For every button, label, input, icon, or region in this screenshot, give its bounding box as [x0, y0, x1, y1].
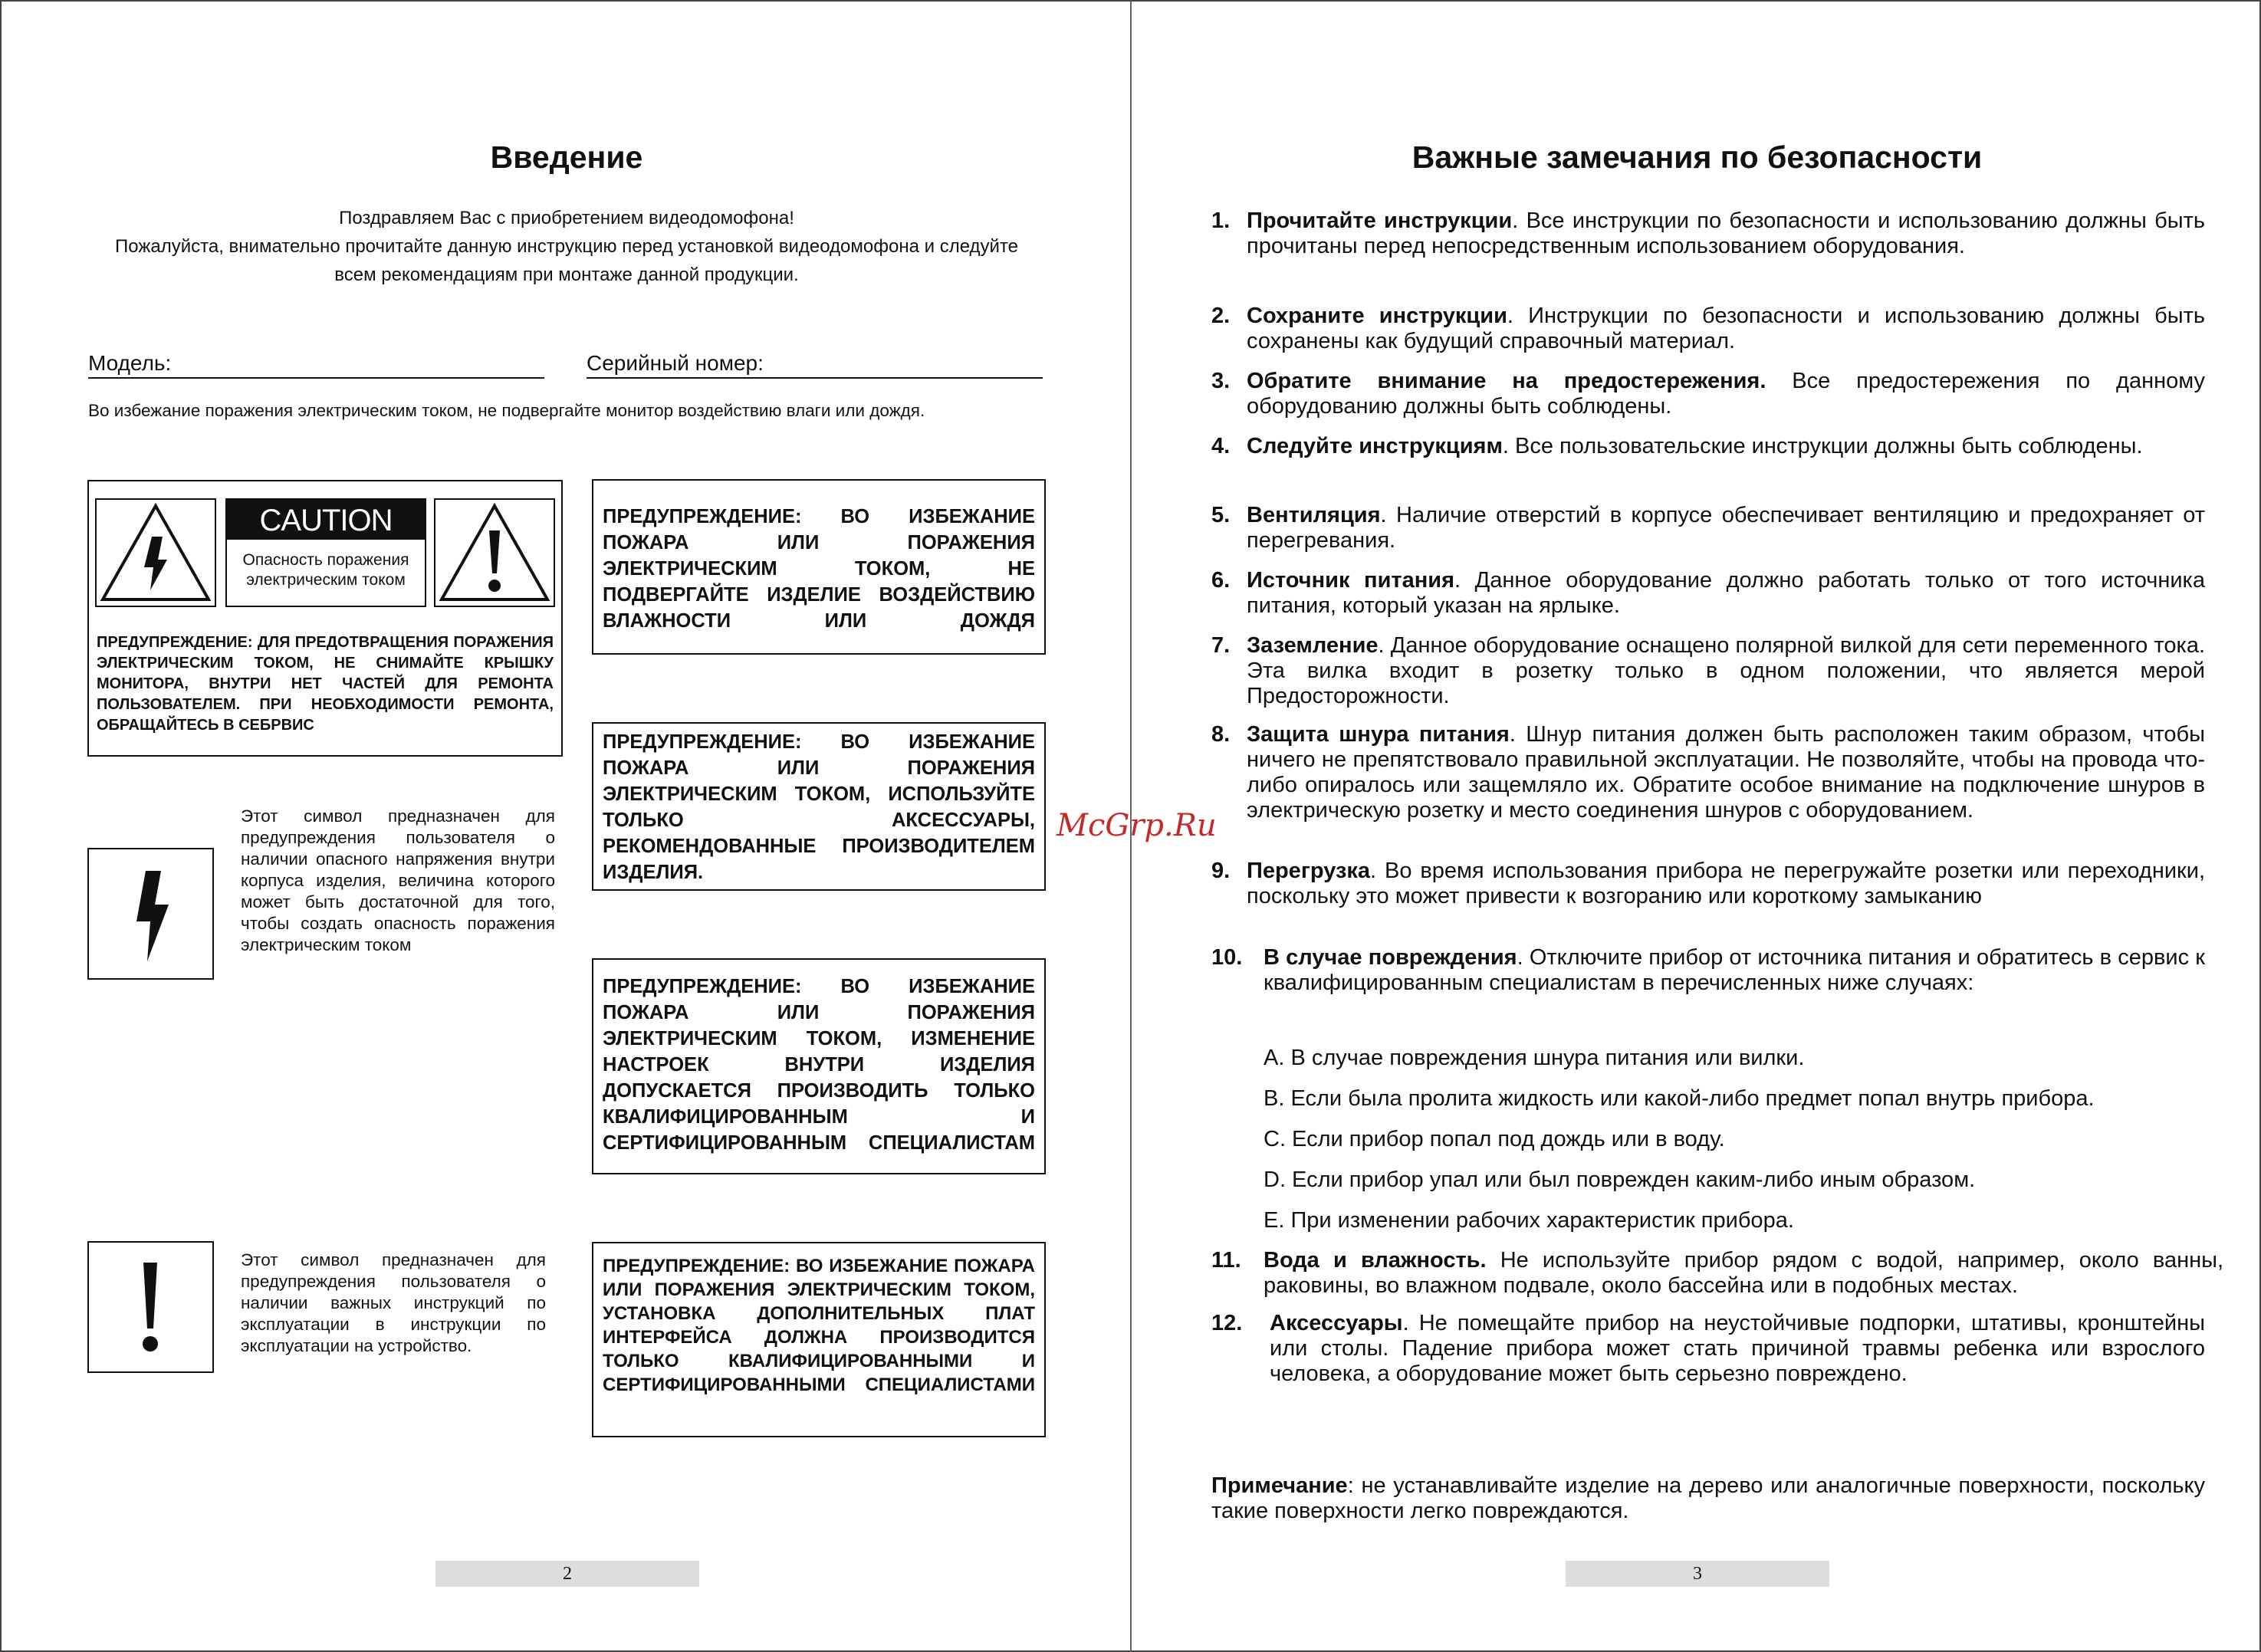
subitem-d: D. Если прибор упал или был поврежден каким-либо иным образом. — [1264, 1168, 1976, 1192]
item-text: . Шнур питания должен быть расположен таким образом, чтобы ничего не препятствовало правильной эксплуатации. Не позволяйте, чтобы на провода что-либо опиралось или защемляло их. Обратите особое внимание на подключение шнуров в электрическую розетку и место соединения шнуров с оборудованием. — [1247, 722, 2205, 823]
item-number: 5. — [1211, 503, 1231, 527]
intro-text — [48, 204, 1086, 289]
exclaim-symbol-text: Этот символ предназначен для предупреждения пользователя о наличии важных инструкций по эксплуатации в инструкции по эксплуатации на устройство. — [241, 1250, 546, 1355]
item-number: 4. — [1211, 434, 1231, 458]
item-heading: Перегрузка — [1247, 859, 1371, 883]
moisture-note: Во избежание поражения электрическим током, не подвергайте монитор воздействию влаги или дождя. — [88, 401, 925, 420]
warning-box-moisture — [592, 479, 1046, 655]
page-number-right: 3 — [1566, 1561, 1829, 1587]
caution-lightning-frame — [95, 498, 216, 607]
warning-box-interface — [592, 1242, 1046, 1437]
item-text: . Все пользовательские инструкции должны быть соблюдены. — [1502, 434, 2143, 458]
subitem-c: C. Если прибор попал под дождь или в воду. — [1264, 1127, 1725, 1151]
caution-box — [87, 480, 563, 757]
warning-box-accessories — [592, 722, 1046, 891]
warning-text-accessories: ПРЕДУПРЕЖДЕНИЕ: ВО ИЗБЕЖАНИЕ ПОЖАРА ИЛИ ПОРАЖЕНИЯ ЭЛЕКТРИЧЕСКИМ ТОКОМ, ИСПОЛЬЗУЙТЕ ТОЛЬКО АКСЕССУАРЫ, РЕКОМЕНДОВАННЫЕ ПРОИЗВОДИТЕЛЕМ ИЗДЕЛИЯ. — [603, 731, 1035, 883]
item-number: 9. — [1211, 859, 1231, 883]
caution-subtitle-line-1: Опасность поражения — [242, 551, 409, 569]
subitem-b: B. Если была пролита жидкость или какой-либо предмет попал внутрь прибора. — [1264, 1086, 2095, 1111]
lightning-symbol-box — [87, 848, 214, 980]
item-number: 2. — [1211, 304, 1231, 328]
intro-line-2: Пожалуйста, внимательно прочитайте данную инструкцию перед установкой видеодомофона и следуйте — [115, 236, 1018, 257]
watermark: McGrp.Ru — [1057, 808, 1217, 843]
right-page — [1130, 0, 2261, 1652]
caution-warning-text: ПРЕДУПРЕЖДЕНИЕ: ДЛЯ ПРЕДОТВРАЩЕНИЯ ПОРАЖЕНИЯ ЭЛЕКТРИЧЕСКИМ ТОКОМ, НЕ СНИМАЙТЕ КРЫШКУ МОНИТОРА, ВНУТРИ НЕТ ЧАСТЕЙ ДЛЯ РЕМОНТА ПОЛЬЗОВАТЕЛЕМ. ПРИ НЕОБХОДИМОСТИ РЕМОНТА, ОБРАЩАЙТЕСЬ В СЕБРВИС — [97, 634, 554, 734]
page-title-intro: Введение — [490, 140, 643, 175]
item-number: 7. — [1211, 633, 1231, 658]
page-title-safety: Важные замечания по безопасности — [1411, 140, 1983, 175]
note-heading: Примечание — [1211, 1473, 1348, 1498]
item-text: . Данное оборудование оснащено полярной вилкой для сети переменного тока. Эта вилка входит в розетку только в одном положении, что является мерой Предосторожности. — [1247, 633, 2205, 708]
item-heading: Следуйте инструкциям — [1247, 434, 1503, 458]
warning-text-settings: ПРЕДУПРЕЖДЕНИЕ: ВО ИЗБЕЖАНИЕ ПОЖАРА ИЛИ ПОРАЖЕНИЯ ЭЛЕКТРИЧЕСКИМ ТОКОМ, ИЗМЕНЕНИЕ НАСТРОЕК ВНУТРИ ИЗДЕЛИЯ ДОПУСКАЕТСЯ ПРОИЗВОДИТЬ ТОЛЬКО КВАЛИФИЦИРОВАННЫМ И СЕРТИФИЦИРОВАННЫМ СПЕЦИАЛИСТАМ — [603, 976, 1035, 1154]
item-heading: Обратите внимание на предостережения. — [1247, 369, 1766, 393]
caution-subtitle — [227, 550, 425, 590]
item-text: Все предостережения по данному оборудованию должны быть соблюдены. — [1247, 369, 2206, 419]
item-text: . Отключите прибор от источника питания и обратитесь в сервис к квалифицированным специалистам в перечисленных ниже случаях: — [1264, 945, 2205, 995]
warning-text-interface: ПРЕДУПРЕЖДЕНИЕ: ВО ИЗБЕЖАНИЕ ПОЖАРА ИЛИ ПОРАЖЕНИЯ ЭЛЕКТРИЧЕСКИМ ТОКОМ, УСТАНОВКА ДОПОЛНИТЕЛЬНЫХ ПЛАТ ИНТЕРФЕЙСА ДОЛЖНА ПРОИЗВОДИТСЯ ТОЛЬКО КВАЛИФИЦИРОВАННЫМИ И СЕРТИФИЦИРОВАННЫМИ СПЕЦИАЛИСТАМИ — [603, 1256, 1035, 1395]
item-heading: Источник питания — [1247, 568, 1454, 593]
intro-line-1: Поздравляем Вас с приобретением видеодомофона! — [339, 208, 794, 228]
item-heading: Вентиляция — [1247, 503, 1381, 527]
item-text: . Данное оборудование должно работать только от того источника питания, который указан на ярлыке. — [1247, 568, 2206, 618]
item-heading: Защита шнура питания — [1247, 722, 1510, 747]
caution-exclaim-frame — [434, 498, 555, 607]
caution-title: CAUTION — [227, 500, 425, 540]
item-number: 3. — [1211, 369, 1231, 393]
warning-box-settings — [592, 958, 1046, 1174]
note — [1211, 1473, 2205, 1524]
intro-line-3: всем рекомендациям при монтаже данной продукции. — [334, 264, 799, 285]
item-number: 11. — [1211, 1248, 1241, 1273]
subitem-a: A. В случае повреждения шнура питания или вилки. — [1264, 1046, 1805, 1070]
exclaim-symbol-box — [87, 1241, 214, 1373]
item-heading: Вода и влажность. — [1264, 1248, 1487, 1273]
model-label: Модель: — [88, 351, 172, 375]
caution-subtitle-line-2: электрическим током — [246, 571, 406, 589]
item-text: . Не помещайте прибор на неустойчивые подпорки, штативы, кронштейны или столы. Падение прибора может стать причиной травмы ребенка или взрослого человека, а оборудование может быть серьезно повреждено. — [1270, 1311, 2205, 1386]
lightning-symbol-text: Этот символ предназначен для предупреждения пользователя о наличии опасного напряжения внутри корпуса изделия, величина которого может быть достаточной для того, чтобы создать опасность поражения электрическим током — [241, 806, 555, 954]
item-number: 10. — [1211, 945, 1243, 970]
serial-label: Серийный номер: — [587, 351, 764, 375]
subitem-e: E. При изменении рабочих характеристик прибора. — [1264, 1208, 1794, 1233]
item-number: 12. — [1211, 1311, 1243, 1335]
lightning-triangle-icon — [97, 500, 215, 606]
model-field — [88, 351, 544, 379]
item-heading: Заземление — [1247, 633, 1379, 658]
item-number: 1. — [1211, 209, 1231, 233]
item-text: . Инструкции по безопасности и использованию должны быть сохранены как будущий справочный материал. — [1247, 304, 2205, 353]
item-heading: Аксессуары — [1270, 1311, 1403, 1335]
item-number: 8. — [1211, 722, 1231, 747]
exclamation-icon — [89, 1243, 212, 1371]
serial-field — [587, 351, 1043, 379]
item-heading: Прочитайте инструкции — [1247, 209, 1513, 233]
item-text: . Во время использования прибора не перегружайте розетки или переходники, поскольку это может привести к возгоранию или короткому замыканию — [1247, 859, 2205, 908]
item-heading: Сохраните инструкции — [1247, 304, 1507, 328]
item-heading: В случае повреждения — [1264, 945, 1517, 970]
left-page — [0, 0, 1130, 1652]
item-text: Не используйте прибор рядом с водой, например, около ванны, раковины, во влажном подвале, около бассейна или в подобных местах. — [1264, 1248, 2224, 1298]
exclamation-triangle-icon — [435, 500, 554, 606]
page-number-left: 2 — [435, 1561, 699, 1587]
item-text: . Наличие отверстий в корпусе обеспечивает вентиляцию и предохраняет от перегревания. — [1247, 503, 2205, 553]
note-text: : не устанавливайте изделие на дерево или аналогичные поверхности, поскольку такие поверхности легко повреждаются. — [1211, 1473, 2205, 1523]
lightning-icon — [89, 849, 212, 978]
item-text: . Все инструкции по безопасности и использованию должны быть прочитаны перед непосредственным использованием оборудования. — [1247, 209, 2205, 258]
caution-label-frame — [225, 498, 426, 607]
warning-text-moisture: ПРЕДУПРЕЖДЕНИЕ: ВО ИЗБЕЖАНИЕ ПОЖАРА ИЛИ ПОРАЖЕНИЯ ЭЛЕКТРИЧЕСКИМ ТОКОМ, НЕ ПОДВЕРГАЙТЕ ИЗДЕЛИЕ ВОЗДЕЙСТВИЮ ВЛАЖНОСТИ ИЛИ ДОЖДЯ — [603, 506, 1035, 632]
item-number: 6. — [1211, 568, 1231, 593]
